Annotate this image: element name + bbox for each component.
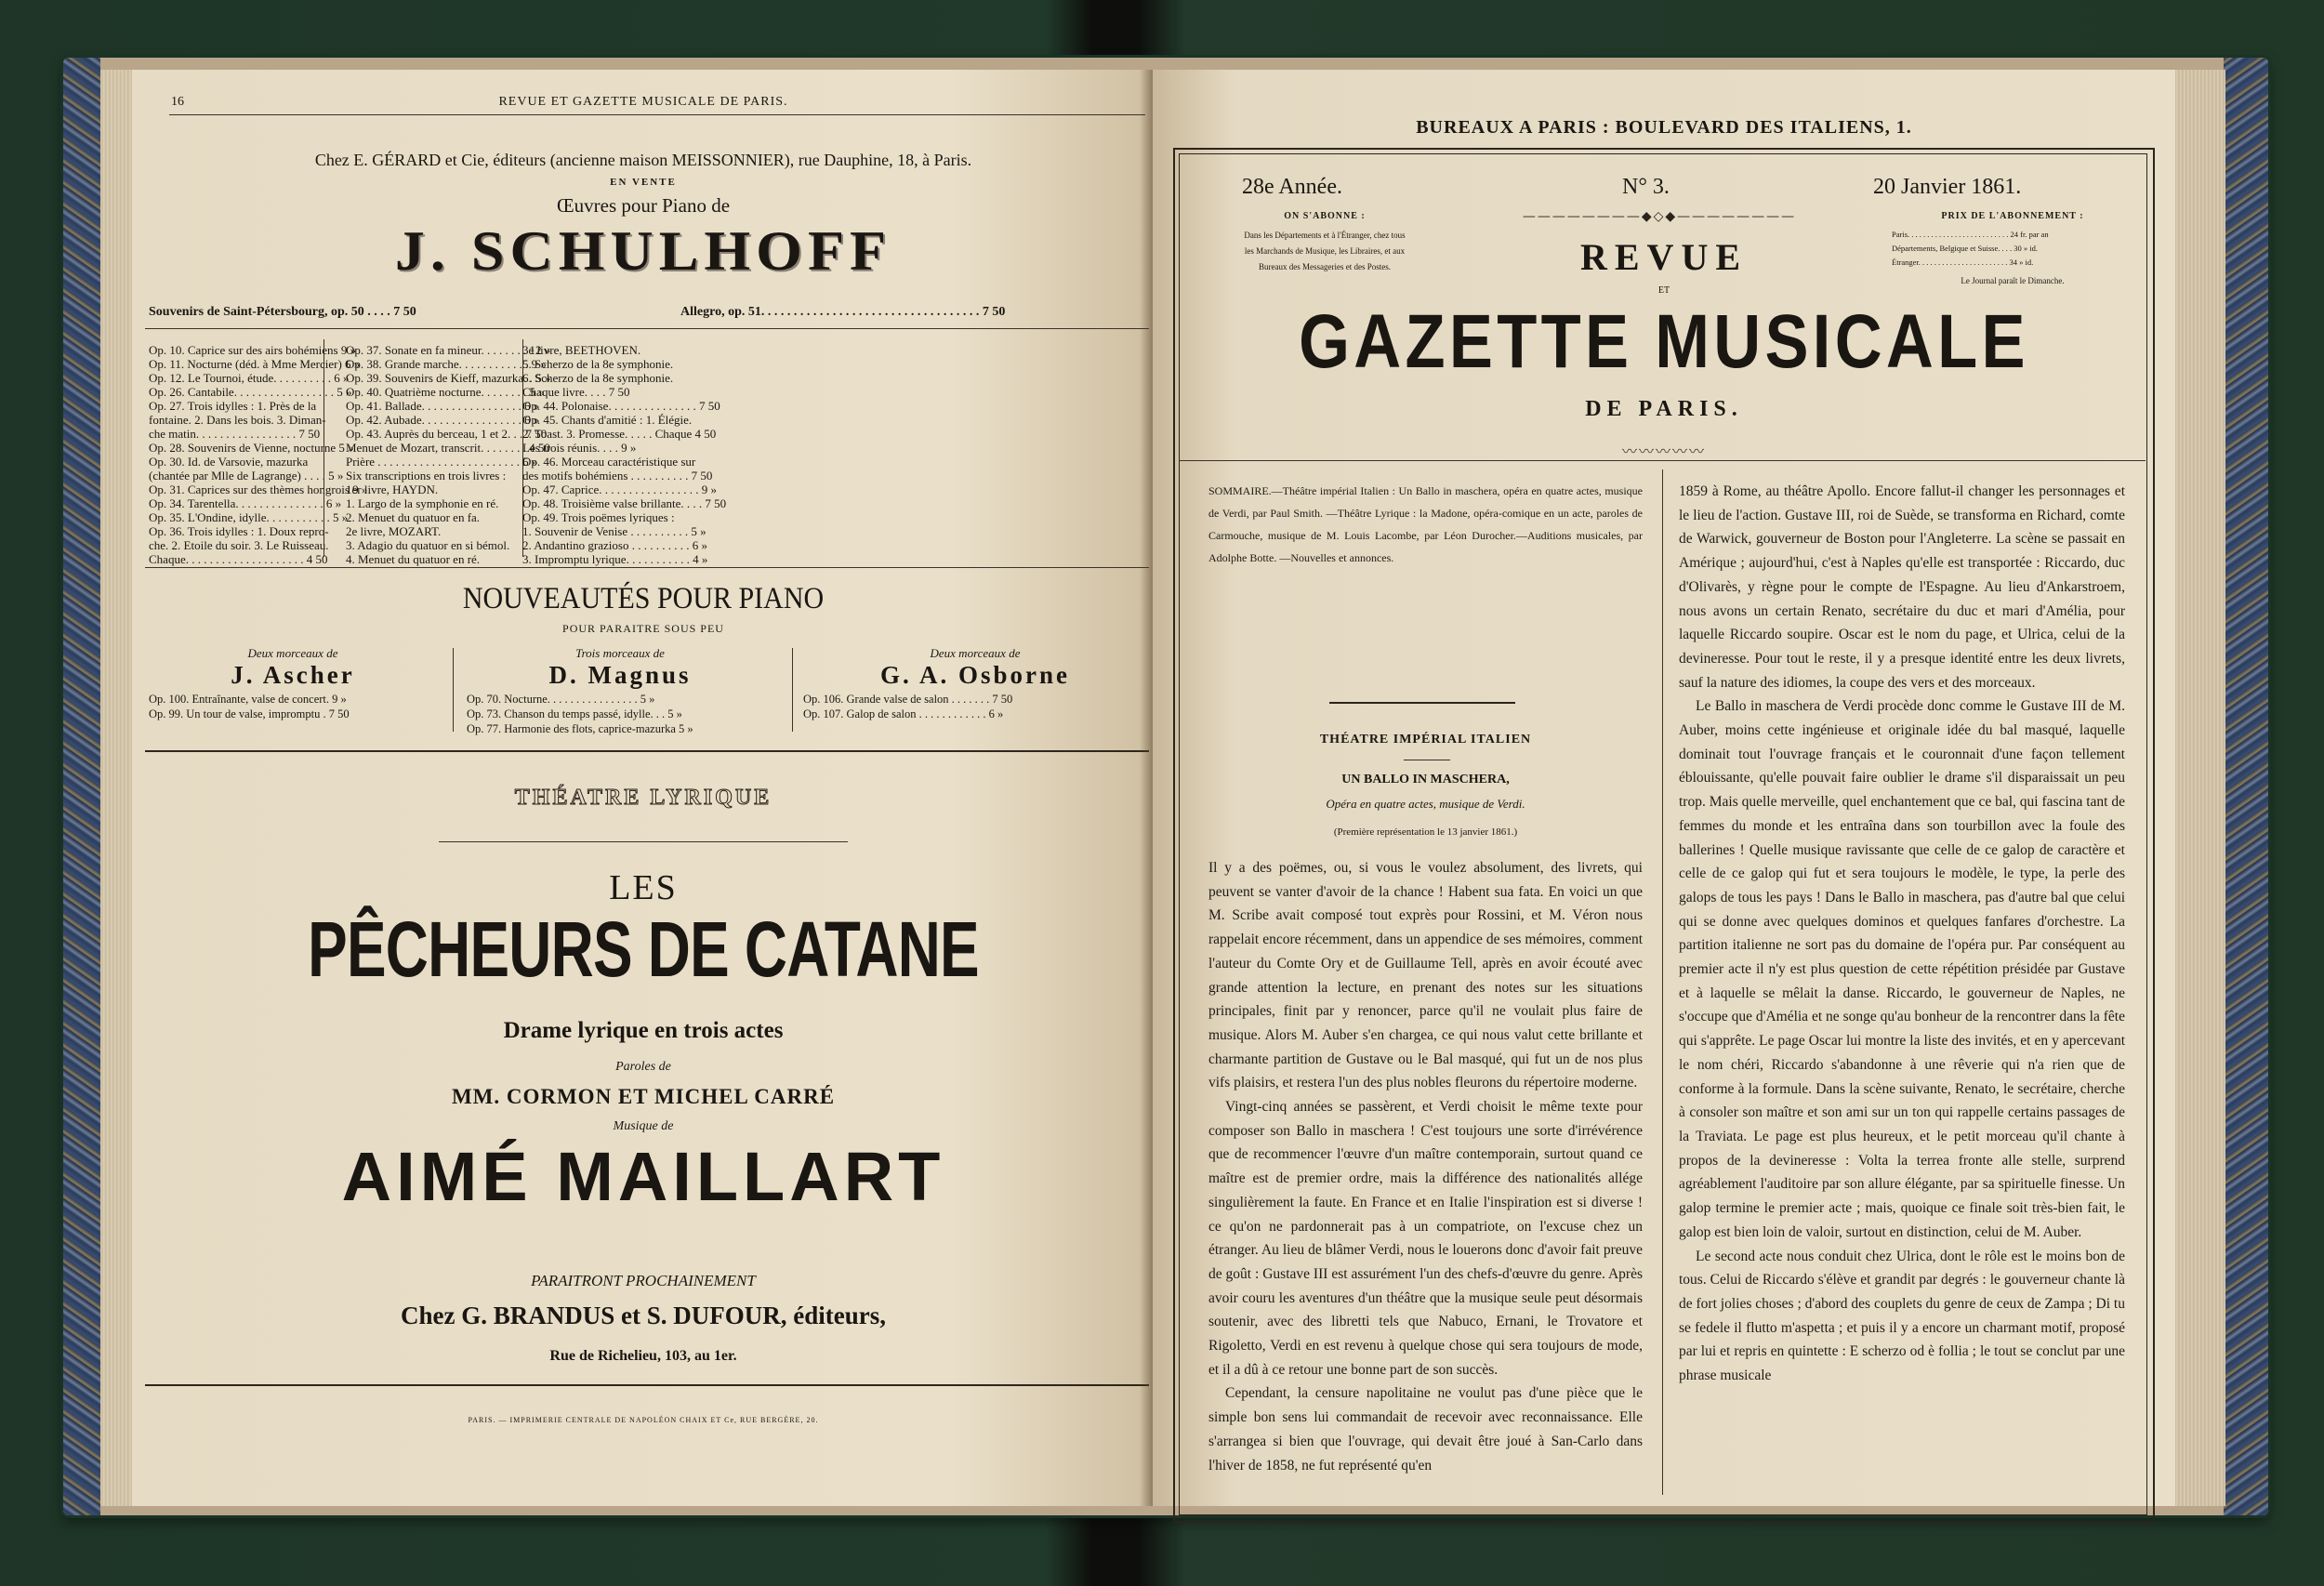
work-entry: 1. Souvenir de Venise . . . . . . . . . . 5 » bbox=[522, 524, 706, 538]
opera-title: PÊCHEURS DE CATANE bbox=[308, 905, 979, 993]
rule bbox=[145, 1384, 1149, 1386]
work-entry: che. 2. Etoile du soir. 3. Le Ruisseau. bbox=[149, 538, 329, 552]
masthead-et: ET bbox=[1657, 285, 1670, 296]
work-entry: Op. 47. Caprice. . . . . . . . . . . . . . . . . 9 » bbox=[522, 482, 718, 496]
work-entry: Op. 30. Id. de Varsovie, mazurka bbox=[149, 455, 309, 469]
work-entry: Op. 43. Auprès du berceau, 1 et 2. . . 7 50 bbox=[346, 427, 548, 441]
nouveaute-intro: Deux morceaux de bbox=[247, 646, 338, 660]
work-entry: Op. 28. Souvenirs de Vienne, nocturne 5 » bbox=[149, 441, 354, 455]
page-edges-right bbox=[2173, 70, 2225, 1506]
article-title: UN BALLO IN MASCHERA, bbox=[1341, 773, 1510, 786]
oeuvres-label: Œuvres pour Piano de bbox=[556, 194, 731, 217]
work-entry: 2e livre, MOZART. bbox=[346, 524, 442, 538]
nouveaute-line: Op. 99. Un tour de valse, impromptu . 7 50 bbox=[149, 707, 350, 720]
flourish-icon: 〰〰〰〰〰 bbox=[1621, 443, 1706, 460]
masthead-de-paris: DE PARIS. bbox=[1585, 397, 1743, 421]
nouveaute-osborne bbox=[803, 646, 1147, 721]
paroles-label: Paroles de bbox=[615, 1060, 671, 1074]
nouveaute-magnus bbox=[467, 646, 773, 736]
prix-line: Départements, Belgique et Suisse. . . . 30 » id. bbox=[1892, 244, 2038, 253]
marbled-board-left bbox=[63, 58, 100, 1515]
premiere-note: (Première représentation le 13 janvier 1861.) bbox=[1333, 826, 1518, 838]
nouveaute-ascher bbox=[149, 646, 437, 721]
work-entry: Op. 35. L'Ondine, idylle. . . . . . . . . . . 5 » bbox=[149, 510, 349, 524]
works-column-3 bbox=[522, 343, 726, 566]
column-rule bbox=[792, 648, 793, 732]
work-entry: 1er livre, HAYDN. bbox=[346, 482, 439, 496]
work-entry: Op. 41. Ballade. . . . . . . . . . . . . . . . . 6 » bbox=[346, 399, 540, 413]
work-entry: Op. 39. Souvenirs de Kieff, mazurka. . 5 » bbox=[346, 371, 551, 385]
work-entry: 2. Andantino grazioso . . . . . . . . . . 6 » bbox=[522, 538, 707, 552]
column-rule bbox=[453, 648, 454, 732]
right-page bbox=[1153, 70, 2175, 1506]
en-vente: EN VENTE bbox=[610, 177, 677, 188]
marbled-board-right bbox=[2224, 58, 2268, 1515]
prix-title: PRIX DE L'ABONNEMENT : bbox=[1941, 211, 2084, 221]
work-entry: Menuet de Mozart, transcrit. . . . . . . . 4 50 bbox=[346, 441, 550, 455]
work-entry: 2. Menuet du quatuor en fa. bbox=[346, 510, 481, 524]
nouveaute-line: Op. 77. Harmonie des flots, caprice-mazurka 5 » bbox=[467, 722, 693, 735]
masthead-revue: REVUE bbox=[1579, 236, 1749, 278]
feature-work-left: Souvenirs de Saint-Pétersbourg, op. 50 . . . . 7 50 bbox=[149, 305, 416, 319]
nouveaute-intro: Trois morceaux de bbox=[575, 646, 665, 660]
nouveaute-line: Op. 70. Nocturne. . . . . . . . . . . . . . . . 5 » bbox=[467, 693, 655, 706]
work-entry: des motifs bohémiens . . . . . . . . . . 7 50 bbox=[522, 469, 713, 482]
work-entry: Prière . . . . . . . . . . . . . . . . . . . . . . . . 5 » bbox=[346, 455, 538, 469]
nouveaute-line: Op. 106. Grande valse de salon . . . . . . . 7 50 bbox=[803, 693, 1013, 706]
nouveaute-composer: J. Ascher bbox=[231, 661, 355, 689]
drame-label: Drame lyrique en trois actes bbox=[503, 1018, 784, 1043]
composer-name: J. SCHULHOFF bbox=[394, 218, 892, 283]
article-subtitle: Opéra en quatre actes, musique de Verdi. bbox=[1326, 797, 1525, 811]
prix-line: Étranger. . . . . . . . . . . . . . . . . . . . . . . 34 » id. bbox=[1892, 258, 2034, 267]
work-entry: Op. 48. Troisième valse brillante. . . . 7 50 bbox=[522, 496, 727, 510]
publisher-line: Chez E. GÉRARD et Cie, éditeurs (ancienne maison MEISSONNIER), rue Dauphine, 18, à Paris. bbox=[314, 151, 972, 169]
rule bbox=[1179, 460, 2146, 461]
work-entry: Les trois réunis. . . . 9 » bbox=[522, 441, 637, 455]
abonne-line: Bureaux des Messageries et des Postes. bbox=[1259, 262, 1391, 271]
work-entry: Op. 36. Trois idylles : 1. Doux repro- bbox=[149, 524, 329, 538]
nouveaute-composer: G. A. Osborne bbox=[879, 661, 1071, 689]
work-entry: 3. Impromptu lyrique. . . . . . . . . . . 4 » bbox=[522, 552, 708, 566]
article-paragraph: 1859 à Rome, au théâtre Apollo. Encore fallut-il changer les personnages et le lieu de l'action. Gustave III, roi de Suède, se transforma en Richard, comte de Warwick, gouverneur de Boston pour l'Angleterre. La scène se passait en Amérique ; aujourd'hui, c'est à Naples qu'elle est transportée : Riccardo, duc d'Olivarès, y règne pour le compte de l'Espagne. Au lieu d'Ankarstroem, nous avons un certain Renato, secrétaire du duc et mari d'Amélia, pour laquelle Riccardo soupire. Oscar est le nom du page, et Ulrica, celui de la devineresse. Pour tout le reste, il y a presque identité entre les deux livrets, sauf la nature des idiomes, la coupe des vers et des morceaux. bbox=[1679, 483, 2125, 691]
page-number: 16 bbox=[171, 95, 184, 109]
nouveaute-line: Op. 73. Chanson du temps passé, idylle. . . 5 » bbox=[467, 707, 682, 720]
running-head: REVUE ET GAZETTE MUSICALE DE PARIS. bbox=[498, 95, 788, 109]
work-entry: 3e livre, BEETHOVEN. bbox=[522, 343, 641, 357]
rule bbox=[145, 328, 1149, 329]
article-paragraph: Cependant, la censure napolitaine ne voulut pas d'une pièce que le simple bon sens lui commandait de recevoir avec reconnaissance. Elle s'arrangea si bien que l'ouvrage, qui devait être joué à San-Carlo dans l'hiver de 1858, ne fut représenté qu'en bbox=[1208, 1385, 1643, 1474]
work-entry: Op. 27. Trois idylles : 1. Près de la bbox=[149, 399, 317, 413]
work-entry: Op. 44. Polonaise. . . . . . . . . . . . . . . 7 50 bbox=[522, 399, 720, 413]
abonne-line: les Marchands de Musique, les Libraires, et aux bbox=[1244, 246, 1406, 256]
article-paragraph: Le second acte nous conduit chez Ulrica, dont le rôle est le moins bon de tous. Celui de Riccardo s'élève et grandit par degrés : le gouverneur chante là de fort jolies choses ; d'abord des couplets du genre de ceux de Zampa ; Di tu se fedele il flutto m'aspetta ; et puis il y a encore un charmant motif, proposé par lui et repris en quintette : E scherzo od è follia ; le tout se conclut par une phrase musicale bbox=[1679, 1248, 2125, 1384]
work-entry: Op. 38. Grande marche. . . . . . . . . . . . 9 » bbox=[346, 357, 547, 371]
work-entry: Op. 46. Morceau caractéristique sur bbox=[522, 455, 696, 469]
article-column-1 bbox=[1208, 856, 1643, 1477]
article-paragraph: Il y a des poëmes, ou, si vous le voulez absolument, des livrets, qui peuvent se vanter d'avoir de la chance ! Habent sua fata. En voici un que M. Scribe avait composé tout exprès pour Rossini, et M. Véron nous rappelait encore récemment, dans un appendice de ses mémoires, comment l'auteur du Comte Ory et de Guillaume Tell, après en avoir écouté avec grande attention la lecture, en prenant des notes sur les situations principales, finit par y renoncer, parce qu'il ne voulait plus faire de musique. Alors M. Auber s'en chargea, ce qui nous valut cette brillante et charmante partition de Gustave ou le Bal masqué, qui fut un de nos plus vifs plaisirs, et restera l'un des plus nobles fleurons du répertoire moderne. bbox=[1208, 860, 1643, 1091]
rule bbox=[145, 750, 1149, 752]
abonne-title: ON S'ABONNE : bbox=[1284, 211, 1366, 221]
nouveaute-composer: D. Magnus bbox=[548, 661, 692, 689]
rule bbox=[145, 567, 1149, 568]
work-entry: Chaque. . . . . . . . . . . . . . . . . . . . 4 50 bbox=[149, 552, 328, 566]
work-entry: Op. 11. Nocturne (déd. à Mme Mercier) 6 » bbox=[149, 357, 361, 371]
article-column-2 bbox=[1679, 480, 2125, 1388]
work-entry: 2. Toast. 3. Promesse. . . . . Chaque 4 50 bbox=[522, 427, 717, 441]
work-entry: Op. 37. Sonate en fa mineur. . . . . . . . 12 » bbox=[346, 343, 551, 357]
left-page bbox=[132, 70, 1153, 1506]
work-entry: che matin. . . . . . . . . . . . . . . . . 7 50 bbox=[149, 427, 321, 441]
nouveautes-subtitle: POUR PARAITRE SOUS PEU bbox=[562, 622, 724, 635]
paraitront-label: PARAITRONT PROCHAINEMENT bbox=[531, 1272, 756, 1289]
work-entry: Op. 12. Le Tournoi, étude. . . . . . . . . . 6 » bbox=[149, 371, 350, 385]
annee: 28e Année. bbox=[1242, 175, 1342, 199]
work-entry: Op. 40. Quatrième nocturne. . . . . . . . 5 » bbox=[346, 385, 545, 399]
prix-note: Le Journal paraît le Dimanche. bbox=[1961, 276, 2065, 285]
ornament-divider: ————————◆◇◆———————— bbox=[1522, 209, 1797, 224]
work-entry: Op. 26. Cantabile. . . . . . . . . . . . . . . . . 5 » bbox=[149, 385, 352, 399]
prix-line: Paris. . . . . . . . . . . . . . . . . . . . . . . . . . 24 fr. par an bbox=[1892, 230, 2049, 239]
work-entry: 4. Menuet du quatuor en ré. bbox=[346, 552, 481, 566]
work-entry: Op. 42. Aubade. . . . . . . . . . . . . . . . . 6 » bbox=[346, 413, 540, 427]
theatre-label: THÉATRE LYRIQUE bbox=[514, 786, 772, 810]
work-entry: Chaque livre. . . . 7 50 bbox=[522, 385, 630, 399]
work-entry: Six transcriptions en trois livres : bbox=[346, 469, 507, 482]
publisher-brandus: Chez G. BRANDUS et S. DUFOUR, éditeurs, bbox=[401, 1302, 886, 1329]
bureaux-line: BUREAUX A PARIS : BOULEVARD DES ITALIENS, 1. bbox=[1416, 117, 1912, 138]
abonne-line: Dans les Départements et à l'Étranger, chez tous bbox=[1244, 231, 1406, 240]
article-paragraph: Vingt-cinq années se passèrent, et Verdi choisit le même texte pour composer son Ballo in maschera ! C'est toujours une sorte d'irrévérence que de recommencer l'œuvre d'un maître contemporain, surtout quand ce maître est de premier ordre, mais la différence des nationalités allége singulièrement la faute. En France et en Italie l'inspiration est si diverse ! ce qu'on ne pardonnerait pas à un compatriote, on l'excuse chez un étranger. Au lieu de blâmer Verdi, nous le louerons donc d'avoir fait preuve de goût : Gustave III est assurément l'un des chefs-d'œuvre du genre. Après avoir couru les aventures d'un théâtre que la musique seule peut désormais soutenir, avec des libretti tels que Nabuco, Ernani, le Trovatore et Rigoletto, Verdi en est revenu à quelque chose qui sera toujours de mode, et il a dû à ce retour une bonne part de son succès. bbox=[1208, 1099, 1643, 1378]
work-entry: Op. 34. Tarentella. . . . . . . . . . . . . . . 6 » bbox=[149, 496, 342, 510]
work-entry: Op. 10. Caprice sur des airs bohémiens 9 » bbox=[149, 343, 357, 357]
musique-label: Musique de bbox=[613, 1119, 674, 1133]
numero: N° 3. bbox=[1622, 175, 1670, 199]
feature-work-right: Allegro, op. 51. . . . . . . . . . . . . . . . . . . . . . . . . . . . . . . . . . 7 50 bbox=[680, 305, 1006, 319]
les-label: LES bbox=[609, 868, 678, 907]
nouveaute-line: Op. 107. Galop de salon . . . . . . . . . . . . 6 » bbox=[803, 707, 1004, 720]
publisher-address: Rue de Richelieu, 103, au 1er. bbox=[549, 1348, 737, 1364]
nouveaute-line: Op. 100. Entraînante, valse de concert. 9 » bbox=[149, 693, 347, 706]
works-column-1 bbox=[149, 343, 367, 566]
work-entry: 1. Largo de la symphonie en ré. bbox=[346, 496, 499, 510]
rule bbox=[1329, 702, 1515, 704]
work-entry: (chantée par Mlle de Lagrange) . . . . 5 » bbox=[149, 469, 344, 482]
rule bbox=[169, 114, 1145, 115]
issue-date: 20 Janvier 1861. bbox=[1873, 175, 2022, 199]
work-entry: Op. 49. Trois poëmes lyriques : bbox=[522, 510, 675, 524]
nouveaute-intro: Deux morceaux de bbox=[930, 646, 1021, 660]
librettists: MM. CORMON ET MICHEL CARRÉ bbox=[451, 1085, 836, 1108]
rule bbox=[439, 841, 848, 842]
work-entry: Op. 45. Chants d'amitié : 1. Élégie. bbox=[522, 413, 693, 427]
nouveautes-title: NOUVEAUTÉS POUR PIANO bbox=[462, 581, 825, 615]
work-entry: 3. Adagio du quatuor en si bémol. bbox=[346, 538, 510, 552]
opera-composer: AIMÉ MAILLART bbox=[341, 1138, 945, 1215]
work-entry: 5. Scherzo de la 8e symphonie. bbox=[522, 357, 674, 371]
work-entry: fontaine. 2. Dans les bois. 3. Diman- bbox=[149, 413, 326, 427]
masthead-title: GAZETTE MUSICALE bbox=[1299, 299, 2029, 384]
imprint: PARIS. — IMPRIMERIE CENTRALE DE NAPOLÉON CHAIX ET Ce, RUE BERGÈRE, 20. bbox=[468, 1416, 819, 1424]
work-entry: 6. Scherzo de la 8e symphonie. bbox=[522, 371, 674, 385]
column-rule bbox=[1662, 469, 1663, 1495]
article-paragraph: Le Ballo in maschera de Verdi procède donc comme le Gustave III de M. Auber, moins cette ingénieuse et originale idée du bal masqué, laquelle dominait tout l'ouvrage français et le couronnait d'une façon tellement éblouissante, qu'elle pouvait faire oublier le drame s'il disparaissait un peu trop. Mais quelle merveille, quel enchantement que ce bal, qui fascina tant de femmes du monde et les entraîna dans son tourbillon avec la foule des ballerines ! Quelle musique ravissante que celle de ce galop de caractère et celle de ce galop qui fut et sera toujours le modèle, le type, la perle des galops de tous les pays ! Dans le Ballo in maschera, pas d'autre bal que celui qui se donne avec quelques dominos et quelques fanfares d'orchestre. La partition italienne ne sort pas du domaine de l'opéra pur. Par conséquent au premier acte il n'y est plus question de cette répétition présidée par Gustave et à laquelle se mêlait la danse. Riccardo, le gouverneur de Naples, ne s'occupe que d'Amélia et ne songe qu'au bonheur de la rencontrer dans la fête qui s'apprête. Le page Oscar lui montre la liste des invités, et en y apercevant le nom chéri, Riccardo s'abandonne à une rêverie qui n'a rien que de conforme à la formule. Dans la scène suivante, Renato, le secrétaire, cherche à consoler son maître et son ami sur un ton qui rappelle certains passages de la Traviata. Le page est plus heureux, et le petit morceau qu'il chante à propos de la devineresse : Volta la terrea fronte alle stelle, surprend agréablement l'auditoire par son allure élégante, par sa spirituelle finesse. Un galop termine le premier acte ; mais, quoique ce finale soit très-bien fait, le galop est bien loin de valoir, surtout en distinction, celui de M. Auber. bbox=[1679, 698, 2125, 1240]
work-entry: Op. 31. Caprices sur des thèmes hongrois 9 » bbox=[149, 482, 368, 496]
sommaire: SOMMAIRE.—Théâtre impérial Italien : Un Ballo in maschera, opéra en quatre actes, musique de Verdi, par Paul Smith. —Théâtre Lyrique : la Madone, opéra-comique en un acte, paroles de Carmouche, musique de M. Louis Lacombe, par Léon Durocher.—Auditions musicales, par Adolphe Botte. —Nouvelles et annonces. bbox=[1208, 484, 1643, 564]
works-column-2 bbox=[346, 343, 550, 566]
article-heading: THÉATRE IMPÉRIAL ITALIEN bbox=[1319, 733, 1532, 747]
